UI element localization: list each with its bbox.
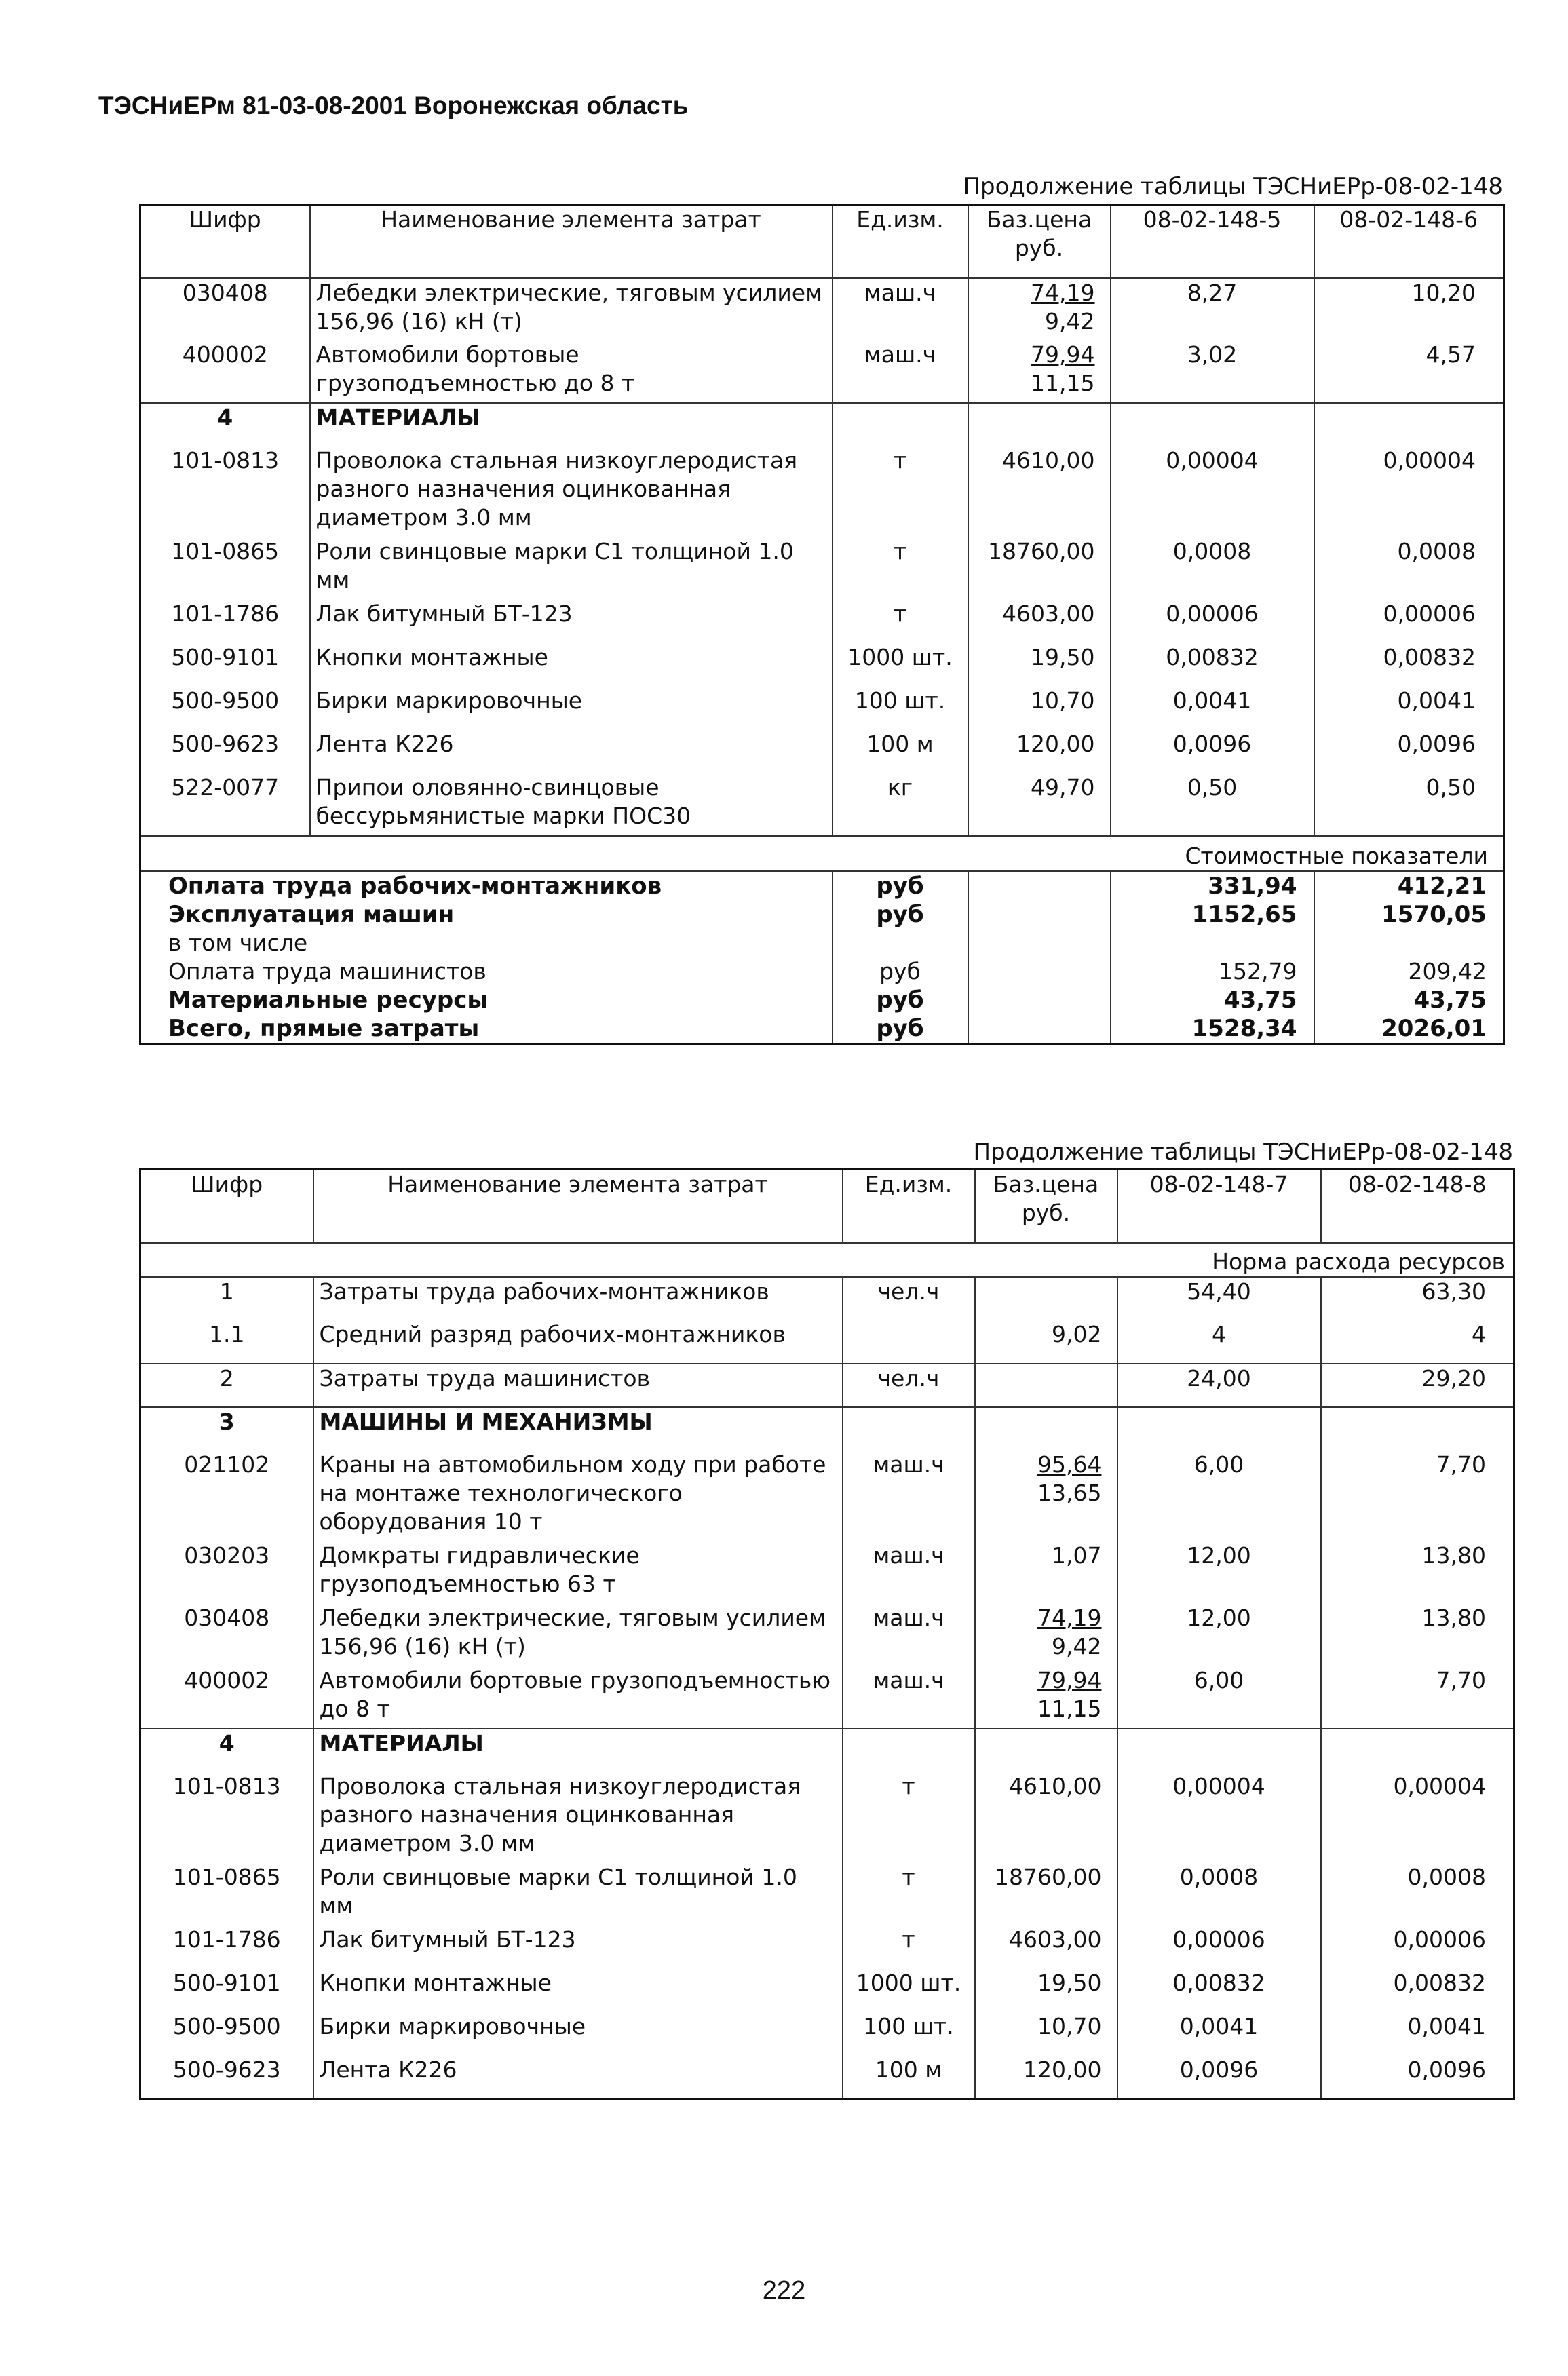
cell-value-2: 0,0041 bbox=[1407, 2012, 1486, 2039]
price-machinist-value: 9,42 bbox=[1052, 1632, 1102, 1660]
cell-unit: т bbox=[833, 537, 968, 600]
table-row bbox=[140, 1277, 1514, 1320]
cell-code: 030408 bbox=[140, 1604, 313, 1666]
table2-continuation-note: Продолжение таблицы ТЭСНиЕРр-08-02-148 bbox=[973, 1138, 1513, 1166]
cell-name: Домкраты гидравлические грузоподъемностью 63 т bbox=[313, 1541, 843, 1604]
table1-header-row bbox=[140, 205, 1504, 278]
cell-code: 1.1 bbox=[140, 1320, 313, 1364]
cell-unit: 100 м bbox=[833, 730, 968, 773]
section-row bbox=[140, 1407, 1514, 1451]
price-machinist-value: 9,42 bbox=[1045, 307, 1095, 334]
cell-value-2: 0,00832 bbox=[1383, 643, 1476, 670]
cell-name: Проволока стальная низкоуглеродистая разного назначения оцинкованная диаметром 3.0 мм bbox=[310, 446, 833, 537]
price-value: 4603,00 bbox=[1002, 600, 1095, 627]
cell-name: Роли свинцовые марки С1 толщиной 1.0 мм bbox=[310, 537, 833, 600]
cell-value-2: 10,20 bbox=[1314, 278, 1504, 341]
section-row bbox=[140, 1729, 1514, 1772]
cell-price bbox=[968, 403, 1111, 446]
cell-code: 101-1786 bbox=[140, 600, 310, 643]
cell-name: Роли свинцовые марки С1 толщиной 1.0 мм bbox=[313, 1863, 843, 1925]
cell-value-1: 0,0096 bbox=[1111, 730, 1314, 773]
header-unit: Ед.изм. bbox=[833, 205, 968, 278]
cell-value-1: 0,0041 bbox=[1117, 2012, 1321, 2056]
price-value: 95,64 bbox=[1037, 1451, 1102, 1478]
summary-value-2: 209,42 bbox=[1408, 957, 1487, 984]
cell-price bbox=[968, 341, 1111, 403]
table-row bbox=[140, 1364, 1514, 1407]
cell-value-1: 0,0096 bbox=[1117, 2056, 1321, 2099]
price-value: 1,07 bbox=[1052, 1541, 1102, 1569]
cell-code: 101-0813 bbox=[140, 1772, 313, 1863]
cell-price bbox=[968, 643, 1111, 687]
cell-unit: чел.ч bbox=[843, 1364, 975, 1407]
cell-name: Затраты труда рабочих-монтажников bbox=[313, 1277, 843, 1320]
table-row bbox=[140, 2012, 1514, 2056]
cell-price bbox=[968, 537, 1111, 600]
section-row bbox=[140, 403, 1504, 446]
cell-unit: 100 м bbox=[843, 2056, 975, 2099]
cell-value-2: 0,0041 bbox=[1397, 687, 1476, 714]
cell-name: Лебедки электрические, тяговым усилием 156,96 (16) кН (т) bbox=[310, 278, 833, 341]
table-row bbox=[140, 278, 1504, 341]
cell-code: 500-9500 bbox=[140, 2012, 313, 2056]
cell-value-1: 0,00832 bbox=[1111, 643, 1314, 687]
cell-price bbox=[975, 2056, 1117, 2099]
cell-value-1: 0,00006 bbox=[1117, 1925, 1321, 1969]
header-col1: 08-02-148-7 bbox=[1117, 1170, 1321, 1243]
price-value: 18760,00 bbox=[995, 1863, 1102, 1890]
summary-row bbox=[140, 929, 1504, 957]
cell-value-2: 0,00006 bbox=[1383, 600, 1476, 627]
cell-code: 030203 bbox=[140, 1541, 313, 1604]
cell-price bbox=[975, 1277, 1117, 1320]
summary-value-2: 43,75 bbox=[1413, 986, 1487, 1014]
cell-unit: маш.ч bbox=[843, 1666, 975, 1729]
cell-price bbox=[975, 1925, 1117, 1969]
cell-value-1: 0,00004 bbox=[1117, 1772, 1321, 1863]
cell-value-1: 0,0008 bbox=[1111, 537, 1314, 600]
table1 bbox=[139, 204, 1505, 1045]
cell-unit: 1000 шт. bbox=[833, 643, 968, 687]
cell-value-1: 8,27 bbox=[1111, 278, 1314, 341]
cell-value-1: 0,00832 bbox=[1117, 1969, 1321, 2012]
cell-value-2: 4,57 bbox=[1426, 341, 1476, 368]
table1-body bbox=[140, 278, 1504, 836]
cell-price bbox=[975, 1729, 1117, 1772]
cell-name: Автомобили бортовые грузоподъемностью до 8 т bbox=[313, 1666, 843, 1729]
cell-name: Автомобили бортовые грузоподъемностью до 8 т bbox=[310, 341, 833, 403]
table-row bbox=[140, 600, 1504, 643]
cell-value-2: 0,00006 bbox=[1393, 1925, 1486, 1953]
cell-value-2 bbox=[1314, 403, 1504, 446]
cell-value-2: 0,0008 bbox=[1407, 1863, 1486, 1890]
cell-code: 101-0813 bbox=[140, 446, 310, 537]
summary-value-2: 1570,05 bbox=[1381, 900, 1487, 928]
cell-unit: маш.ч bbox=[843, 1451, 975, 1541]
price-machinist-value: 11,15 bbox=[1037, 1695, 1102, 1722]
summary-label: Всего, прямые затраты bbox=[140, 1014, 833, 1044]
summary-value-2: 412,21 bbox=[1314, 871, 1504, 900]
cell-unit: т bbox=[843, 1863, 975, 1925]
cell-code: 2 bbox=[140, 1364, 313, 1407]
summary-unit: руб bbox=[833, 986, 968, 1014]
cell-code: 400002 bbox=[140, 341, 310, 403]
header-col2: 08-02-148-6 bbox=[1339, 206, 1478, 233]
cell-name: Лебедки электрические, тяговым усилием 156,96 (16) кН (т) bbox=[313, 1604, 843, 1666]
cell-unit: маш.ч bbox=[833, 278, 968, 341]
cell-code: 4 bbox=[140, 1729, 313, 1772]
document-header: ТЭСНиЕРм 81-03-08-2001 Воронежская область bbox=[98, 92, 689, 119]
cell-value-1: 0,00004 bbox=[1111, 446, 1314, 537]
header-code: Шифр bbox=[140, 1170, 313, 1243]
cell-value-2: 0,0008 bbox=[1397, 537, 1476, 564]
cell-name: Лента К226 bbox=[313, 2056, 843, 2099]
cell-name: Краны на автомобильном ходу при работе на монтаже технологического оборудования 10 т bbox=[313, 1451, 843, 1541]
cell-price bbox=[968, 730, 1111, 773]
norm-label: Норма расхода ресурсов bbox=[140, 1243, 1514, 1277]
cell-price bbox=[975, 1666, 1117, 1729]
cell-value-2: 13,80 bbox=[1421, 1541, 1486, 1569]
cell-value-1: 0,0041 bbox=[1111, 687, 1314, 730]
cell-price bbox=[968, 600, 1111, 643]
summary-label: Материальные ресурсы bbox=[140, 986, 833, 1014]
summary-price-empty bbox=[968, 871, 1111, 900]
table-row bbox=[140, 446, 1504, 537]
table2-header-row bbox=[140, 1170, 1514, 1243]
table1-cost-label-row bbox=[140, 836, 1504, 871]
price-value: 19,50 bbox=[1031, 643, 1095, 670]
cell-name: Кнопки монтажные bbox=[313, 1969, 843, 2012]
header-price: Баз.цена руб. bbox=[975, 1170, 1117, 1243]
header-name: Наименование элемента затрат bbox=[310, 205, 833, 278]
price-value: 4603,00 bbox=[1009, 1925, 1102, 1953]
price-value: 79,94 bbox=[1031, 341, 1095, 368]
summary-row bbox=[140, 900, 1504, 929]
cell-code: 500-9101 bbox=[140, 643, 310, 687]
summary-price-empty bbox=[968, 929, 1111, 957]
cell-value-1: 0,50 bbox=[1111, 773, 1314, 836]
cell-value-2: 0,00004 bbox=[1393, 1772, 1486, 1799]
cell-unit: т bbox=[843, 1772, 975, 1863]
cell-price bbox=[968, 773, 1111, 836]
summary-price-empty bbox=[968, 957, 1111, 986]
summary-value-1: 1152,65 bbox=[1111, 900, 1314, 929]
cell-value-2: 29,20 bbox=[1321, 1364, 1514, 1407]
table-row bbox=[140, 537, 1504, 600]
header-col2: 08-02-148-8 bbox=[1347, 1171, 1487, 1197]
summary-label: Оплата труда машинистов bbox=[140, 957, 833, 986]
table-row bbox=[140, 643, 1504, 687]
cell-value-1: 6,00 bbox=[1117, 1451, 1321, 1541]
table-row bbox=[140, 1772, 1514, 1863]
summary-unit: руб bbox=[833, 871, 968, 900]
price-value: 10,70 bbox=[1031, 687, 1095, 714]
cell-unit bbox=[833, 403, 968, 446]
cell-unit: маш.ч bbox=[843, 1604, 975, 1666]
summary-unit: руб bbox=[833, 900, 968, 929]
cell-value-2: 7,70 bbox=[1436, 1666, 1486, 1693]
summary-unit: руб bbox=[833, 957, 968, 986]
cell-value-2: 63,30 bbox=[1321, 1277, 1514, 1320]
summary-row bbox=[140, 871, 1504, 900]
cell-name: Бирки маркировочные bbox=[310, 687, 833, 730]
cell-value-2 bbox=[1321, 1729, 1514, 1772]
cell-value-1: 54,40 bbox=[1117, 1277, 1321, 1320]
cell-value-1: 6,00 bbox=[1117, 1666, 1321, 1729]
cell-value-1: 4 bbox=[1117, 1320, 1321, 1364]
table-row bbox=[140, 341, 1504, 403]
cell-price bbox=[968, 278, 1111, 341]
cell-price bbox=[975, 1772, 1117, 1863]
cell-unit: маш.ч bbox=[843, 1541, 975, 1604]
header-unit: Ед.изм. bbox=[843, 1170, 975, 1243]
cell-unit bbox=[843, 1729, 975, 1772]
cell-price bbox=[975, 1451, 1117, 1541]
price-value: 19,50 bbox=[1037, 1969, 1102, 1996]
cell-unit: маш.ч bbox=[833, 341, 968, 403]
cell-unit: 1000 шт. bbox=[843, 1969, 975, 2012]
price-value: 49,70 bbox=[1031, 773, 1095, 801]
table-row bbox=[140, 1863, 1514, 1925]
table1-continuation-note: Продолжение таблицы ТЭСНиЕРр-08-02-148 bbox=[963, 173, 1503, 200]
table-row bbox=[140, 773, 1504, 836]
cell-name: Бирки маркировочные bbox=[313, 2012, 843, 2056]
cell-price bbox=[975, 1364, 1117, 1407]
cell-name: Затраты труда машинистов bbox=[313, 1364, 843, 1407]
cell-value-1: 24,00 bbox=[1117, 1364, 1321, 1407]
cell-name: Средний разряд рабочих-монтажников bbox=[313, 1320, 843, 1364]
summary-row bbox=[140, 986, 1504, 1014]
header-code: Шифр bbox=[140, 205, 310, 278]
cell-name: МАТЕРИАЛЫ bbox=[313, 1729, 843, 1772]
header-price: Баз.цена руб. bbox=[968, 205, 1111, 278]
summary-value-2 bbox=[1314, 929, 1504, 957]
price-value: 74,19 bbox=[1031, 279, 1095, 306]
summary-row bbox=[140, 957, 1504, 986]
cell-value-1 bbox=[1111, 403, 1314, 446]
table-row bbox=[140, 1969, 1514, 2012]
price-value: 120,00 bbox=[1016, 730, 1095, 757]
cell-value-1 bbox=[1117, 1407, 1321, 1451]
price-value: 9,02 bbox=[1052, 1320, 1102, 1347]
table2-body bbox=[140, 1277, 1514, 2099]
table2-norm-label-row bbox=[140, 1243, 1514, 1277]
summary-price-empty bbox=[968, 900, 1111, 929]
price-machinist-value: 11,15 bbox=[1031, 369, 1095, 396]
cell-value-2: 7,70 bbox=[1436, 1451, 1486, 1478]
summary-label: в том числе bbox=[140, 929, 833, 957]
cell-value-2: 0,50 bbox=[1426, 773, 1476, 801]
table-row bbox=[140, 1925, 1514, 1969]
cell-price bbox=[975, 1604, 1117, 1666]
table2 bbox=[139, 1168, 1515, 2100]
summary-value-1: 43,75 bbox=[1111, 986, 1314, 1014]
cell-value-2: 0,00004 bbox=[1383, 446, 1476, 474]
cell-code: 101-0865 bbox=[140, 537, 310, 600]
cell-value-1: 0,0008 bbox=[1117, 1863, 1321, 1925]
cell-price bbox=[968, 446, 1111, 537]
cell-code: 500-9623 bbox=[140, 730, 310, 773]
summary-label: Эксплуатация машин bbox=[140, 900, 833, 929]
cell-value-2: 0,00832 bbox=[1393, 1969, 1486, 1996]
cell-code: 522-0077 bbox=[140, 773, 310, 836]
cell-code: 500-9500 bbox=[140, 687, 310, 730]
cell-unit: т bbox=[833, 600, 968, 643]
cell-code: 030408 bbox=[140, 278, 310, 341]
cell-name: Лак битумный БТ-123 bbox=[313, 1925, 843, 1969]
cell-price bbox=[975, 1863, 1117, 1925]
cell-name: МАТЕРИАЛЫ bbox=[310, 403, 833, 446]
cell-value-2: 4 bbox=[1472, 1320, 1486, 1347]
cell-name: Припои оловянно-свинцовые бессурьмянистые марки ПОС30 bbox=[310, 773, 833, 836]
price-value: 79,94 bbox=[1037, 1666, 1102, 1693]
table-row bbox=[140, 1320, 1514, 1364]
cell-value-1: 3,02 bbox=[1111, 341, 1314, 403]
cell-value-2: 13,80 bbox=[1421, 1604, 1486, 1631]
price-value: 120,00 bbox=[1023, 2056, 1102, 2083]
summary-value-1: 1528,34 bbox=[1111, 1014, 1314, 1044]
table-row bbox=[140, 1451, 1514, 1541]
cell-code: 021102 bbox=[140, 1451, 313, 1541]
cell-value-1: 12,00 bbox=[1117, 1604, 1321, 1666]
cost-indicators-label: Стоимостные показатели bbox=[140, 836, 1504, 871]
cell-name: Лак битумный БТ-123 bbox=[310, 600, 833, 643]
table-row bbox=[140, 1604, 1514, 1666]
cell-name: Кнопки монтажные bbox=[310, 643, 833, 687]
cell-code: 400002 bbox=[140, 1666, 313, 1729]
table-row bbox=[140, 1541, 1514, 1604]
cell-code: 101-1786 bbox=[140, 1925, 313, 1969]
cell-unit: кг bbox=[833, 773, 968, 836]
cell-code: 101-0865 bbox=[140, 1863, 313, 1925]
cell-price bbox=[975, 1969, 1117, 2012]
price-value: 4610,00 bbox=[1009, 1772, 1102, 1799]
summary-value-1: 331,94 bbox=[1111, 871, 1314, 900]
summary-price-empty bbox=[968, 1014, 1111, 1044]
cell-value-2: 0,0096 bbox=[1397, 730, 1476, 757]
price-value: 74,19 bbox=[1037, 1604, 1102, 1631]
cell-price bbox=[975, 1320, 1117, 1364]
summary-unit: руб bbox=[833, 1014, 968, 1044]
cell-value-1 bbox=[1117, 1729, 1321, 1772]
cell-name: Лента К226 bbox=[310, 730, 833, 773]
header-name: Наименование элемента затрат bbox=[313, 1170, 843, 1243]
summary-value-1: 152,79 bbox=[1111, 957, 1314, 986]
cell-code: 1 bbox=[140, 1277, 313, 1320]
summary-value-1 bbox=[1111, 929, 1314, 957]
price-value: 10,70 bbox=[1037, 2012, 1102, 2039]
cell-unit: чел.ч bbox=[843, 1277, 975, 1320]
cell-name: Проволока стальная низкоуглеродистая разного назначения оцинкованная диаметром 3.0 мм bbox=[313, 1772, 843, 1863]
table-row bbox=[140, 2056, 1514, 2099]
summary-unit bbox=[833, 929, 968, 957]
header-col1: 08-02-148-5 bbox=[1111, 205, 1314, 278]
table-row bbox=[140, 730, 1504, 773]
cell-code: 3 bbox=[140, 1407, 313, 1451]
summary-price-empty bbox=[968, 986, 1111, 1014]
table1-summary bbox=[140, 871, 1504, 1044]
cell-unit bbox=[843, 1407, 975, 1451]
price-value: 18760,00 bbox=[988, 537, 1095, 564]
table-row bbox=[140, 1666, 1514, 1729]
price-machinist-value: 13,65 bbox=[1037, 1479, 1102, 1506]
cell-name: МАШИНЫ И МЕХАНИЗМЫ bbox=[313, 1407, 843, 1451]
summary-row bbox=[140, 1014, 1504, 1044]
cell-unit: 100 шт. bbox=[833, 687, 968, 730]
cell-code: 500-9623 bbox=[140, 2056, 313, 2099]
summary-label: Оплата труда рабочих-монтажников bbox=[140, 871, 833, 900]
cell-value-2 bbox=[1321, 1407, 1514, 1451]
cell-value-1: 12,00 bbox=[1117, 1541, 1321, 1604]
cell-price bbox=[975, 1541, 1117, 1604]
cell-value-2: 0,0096 bbox=[1407, 2056, 1486, 2083]
page-number: 222 bbox=[762, 2276, 806, 2305]
cell-unit bbox=[843, 1320, 975, 1364]
cell-price bbox=[975, 1407, 1117, 1451]
cell-unit: 100 шт. bbox=[843, 2012, 975, 2056]
price-value: 4610,00 bbox=[1002, 446, 1095, 474]
cell-value-1: 0,00006 bbox=[1111, 600, 1314, 643]
cell-unit: т bbox=[833, 446, 968, 537]
cell-code: 500-9101 bbox=[140, 1969, 313, 2012]
cell-code: 4 bbox=[140, 403, 310, 446]
cell-price bbox=[975, 2012, 1117, 2056]
cell-unit: т bbox=[843, 1925, 975, 1969]
summary-value-2: 2026,01 bbox=[1381, 1014, 1487, 1042]
cell-price bbox=[968, 687, 1111, 730]
table-row bbox=[140, 687, 1504, 730]
